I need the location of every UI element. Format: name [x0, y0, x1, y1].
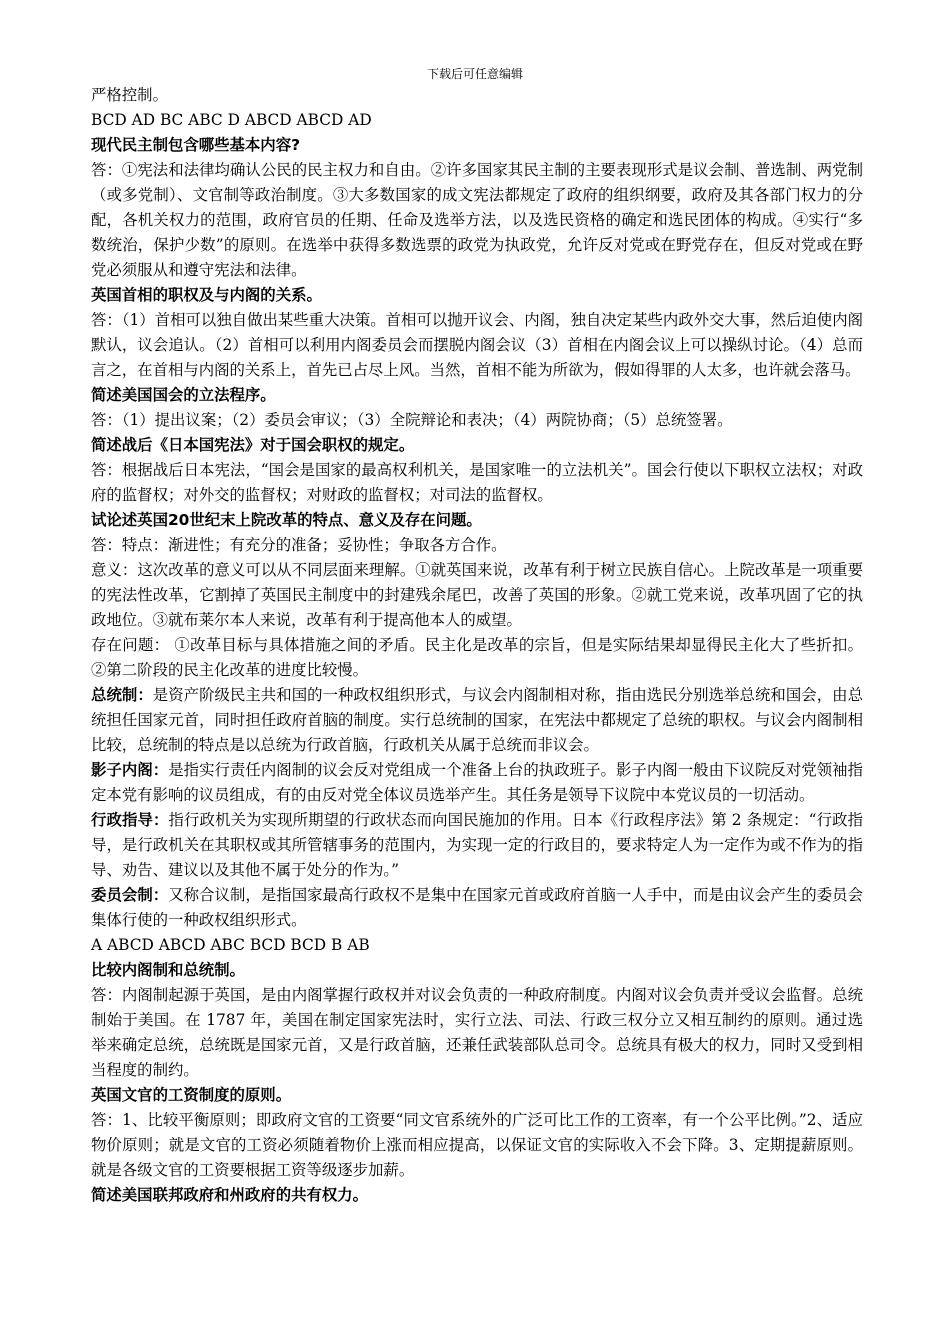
term-text: 指行政机关为实现所期望的行政状态而向国民施加的作用。日本《行政程序法》第 2 条规定：“行政指导，是行政机关在其职权或其所管辖事务的范围内，为实现一定的行政目的，要求特定人为一定作为或不作为的指导、劝告、建议以及其他不属于处分的作为。”: [91, 811, 863, 879]
text-paragraph: 严格控制。: [91, 86, 168, 104]
answer-paragraph: 意义：这次改革的意义可以从不同层面来理解。①就英国来说，改革有利于树立民族自信心。上院改革是一项重要的宪法性改革，它割掉了英国民主制度中的封建残余尾巴，改善了英国的形象。②就工党来说，改革巩固了它的执政地位。③就布莱尔本人来说，改革有利于提高他本人的威望。: [91, 561, 863, 629]
answer-paragraph: 答：①宪法和法律均确认公民的民主权力和自由。②许多国家其民主制的主要表现形式是议会制、普选制、两党制（或多党制）、文官制等政治制度。③大多数国家的成文宪法都规定了政府的组织纲要，政府及其各部门权力的分配，各机关权力的范围，政府官员的任期、任命及选举方法，以及选民资格的确定和选民团体的构成。④实行“多数统治，保护少数”的原则。在选举中获得多数选票的政党为执政党，允许反对党或在野党存在，但反对党或在野党必须服从和遵守宪法和法律。: [91, 161, 863, 279]
answer-paragraph: 答：特点：渐进性；有充分的准备；妥协性；争取各方合作。: [91, 536, 507, 554]
page-header: 下载后可任意编辑: [426, 67, 523, 81]
term-text: 是资产阶级民主共和国的一种政权组织形式，与议会内阁制相对称，指由选民分别选举总统和国会，由总统担任国家元首，同时担任政府首脑的制度。实行总统制的国家，在宪法中都规定了总统的职权。与议会内阁制相比较，总统制的特点是以总统为行政首脑，行政机关从属于总统而非议会。: [91, 686, 863, 754]
question-heading: 比较内阁制和总统制。: [91, 961, 245, 979]
term-label: 行政指导：: [91, 811, 169, 829]
answer-paragraph: 存在问题： ①改革目标与具体措施之间的矛盾。民主化是改革的宗旨，但是实际结果却显得民主化大了些折扣。②第二阶段的民主化改革的进度比较慢。: [91, 636, 863, 679]
question-heading: 英国首相的职权及与内阁的关系。: [91, 286, 322, 304]
answer-paragraph: 答：1、比较平衡原则；即政府文官的工资要“同文官系统外的广泛可比工作的工资率，有一个公平比例。”2、适应物价原则；就是文官的工资必须随着物价上涨而相应提高，以保证文官的实际收入不会下降。3、定期提薪原则。就是各级文官的工资要根据工资等级逐步加薪。: [91, 1111, 863, 1179]
question-heading: 简述美国联邦政府和州政府的共有权力。: [91, 1186, 369, 1204]
answer-key-line: A ABCD ABCD ABC BCD BCD B AB: [91, 936, 370, 954]
term-text: 又称合议制，是指国家最高行政权不是集中在国家元首或政府首脑一人手中，而是由议会产生的委员会集体行使的一种政权组织形式。: [91, 886, 863, 929]
answer-paragraph: 答：内阁制起源于英国，是由内阁掌握行政权并对议会负责的一种政府制度。内阁对议会负责并受议会监督。总统制始于美国。在 1787 年，美国在制定国家宪法时，实行立法、司法、行政三权分立又相互制约的原则。通过选举来确定总统，总统既是国家元首，又是行政首脑，还兼任武装部队总司令。总统具有极大的权力，同时又受到相当程度的制约。: [91, 986, 863, 1079]
answer-paragraph: 答：（1）提出议案；（2）委员会审议；（3）全院辩论和表决；（4）两院协商；（5）总统签署。: [91, 411, 733, 429]
answer-key-line: BCD AD BC ABC D ABCD ABCD AD: [91, 111, 372, 129]
term-label: 委员会制：: [91, 886, 169, 904]
term-definition: [91, 683, 863, 758]
term-text: 是指实行责任内阁制的议会反对党组成一个准备上台的执政班子。影子内阁一般由下议院反对党领袖指定本党有影响的议员组成，有的由反对党全体议员选举产生。其任务是领导下议院中本党议员的一切活动。: [91, 761, 863, 804]
question-heading: 现代民主制包含哪些基本内容?: [91, 136, 301, 154]
question-heading: 英国文官的工资制度的原则。: [91, 1086, 292, 1104]
term-definition: [91, 758, 863, 808]
question-heading: 试论述英国20世纪末上院改革的特点、意义及存在问题。: [91, 511, 482, 529]
term-definition: [91, 808, 863, 883]
term-label: 影子内阁：: [91, 761, 169, 779]
term-label: 总统制：: [91, 686, 153, 704]
question-heading: 简述美国国会的立法程序。: [91, 386, 276, 404]
question-heading: 简述战后《日本国宪法》对于国会职权的规定。: [91, 436, 415, 454]
document-body: [91, 83, 863, 1208]
answer-paragraph: 答：根据战后日本宪法，“国会是国家的最高权利机关，是国家唯一的立法机关”。国会行使以下职权立法权；对政府的监督权；对外交的监督权；对财政的监督权；对司法的监督权。: [91, 461, 863, 504]
answer-paragraph: 答：（1）首相可以独自做出某些重大决策。首相可以抛开议会、内阁，独自决定某些内政外交大事，然后迫使内阁默认，议会追认。（2）首相可以利用内阁委员会而摆脱内阁会议（3）首相在内阁会议上可以操纵讨论。（4）总而言之，在首相与内阁的关系上，首先已占尽上风。当然，首相不能为所欲为，假如得罪的人太多，也许就会落马。: [91, 311, 863, 379]
term-definition: [91, 883, 863, 933]
